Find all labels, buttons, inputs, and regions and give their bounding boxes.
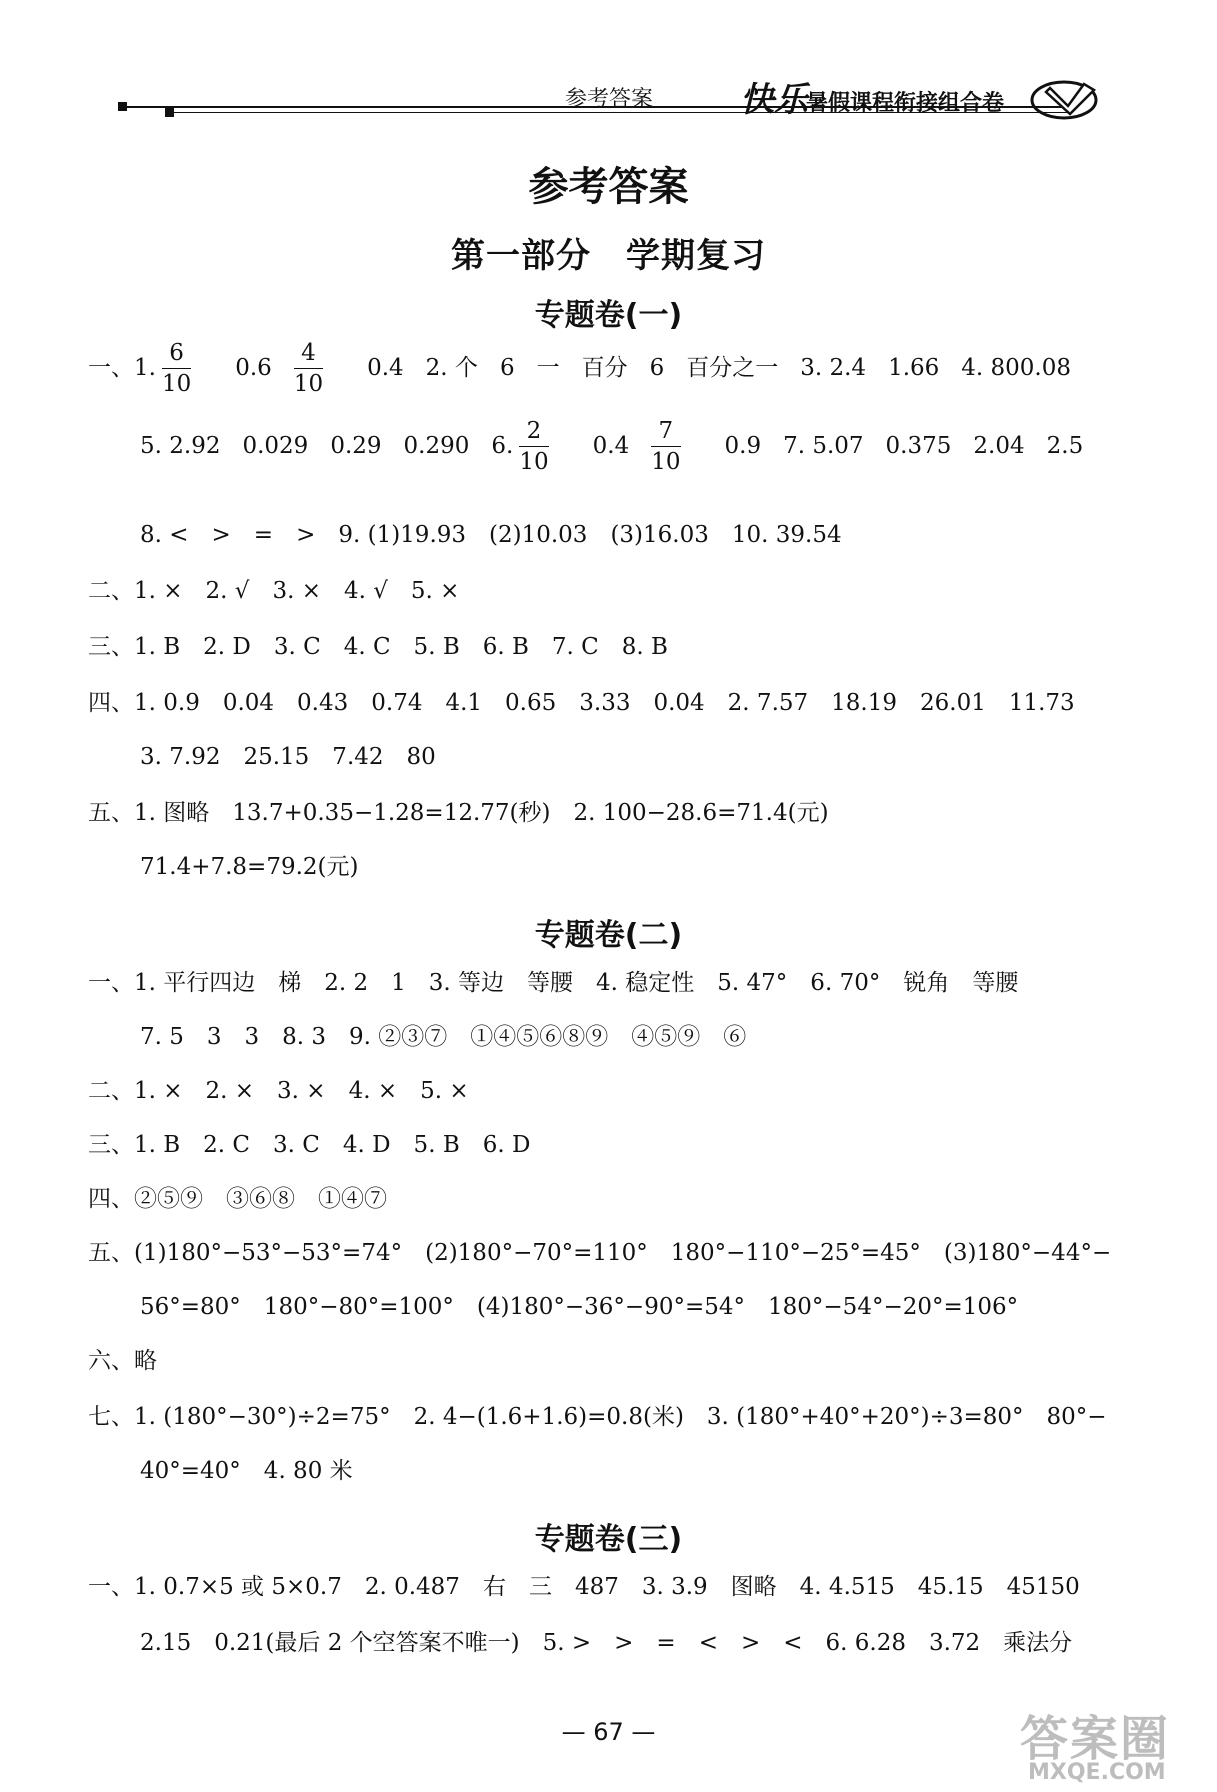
answer-line: 二、1. × 2. √ 3. × 4. √ 5. × [88,578,460,604]
fraction [651,418,702,475]
answer-line: 三、1. B 2. C 3. C 4. D 5. B 6. D [88,1132,531,1158]
answer-line: 一、1. 平行四边 梯 2. 2 1 3. 等边 等腰 4. 稳定性 5. 47° 6. 70° 锐角 等腰 [88,970,1019,996]
answer-line: 8. < > = > 9. (1)19.93 (2)10.03 (3)16.03 10. 39.54 [140,522,842,548]
answer-line: 7. 5 3 3 8. 3 9. ②③⑦ ①④⑤⑥⑧⑨ ④⑤⑨ ⑥ [140,1024,747,1050]
answer-line: 40°=40° 4. 80 米 [140,1458,353,1484]
answer-line: 71.4+7.8=79.2(元) [140,854,359,880]
fraction-denominator: 10 [651,449,681,475]
fraction [519,418,570,475]
fraction [162,340,213,397]
answer-line: 二、1. × 2. × 3. × 4. × 5. × [88,1078,469,1104]
section-title-1: 专题卷(一) [534,298,683,333]
answer-line: 56°=80° 180°−80°=100° (4)180°−36°−90°=54° 180°−54°−20°=106° [140,1294,1019,1320]
answer-item: 0.4 [367,354,404,381]
part-title: 第一部分 学期复习 [451,236,766,276]
header-brand: 快乐 [740,80,808,120]
answer-item: 2.5 [1046,432,1084,459]
fraction-denominator: 10 [519,449,549,475]
fraction-denominator: 10 [293,371,324,397]
answer-item: 百分之一 [686,354,779,381]
page-title: 参考答案 [528,164,689,210]
watermark [1020,1700,1200,1790]
answer-line: 3. 7.92 25.15 7.42 80 [140,744,436,770]
answer-item: 6 [499,354,515,381]
answer-item: 0.375 [885,432,952,459]
section-title-3: 专题卷(三) [534,1522,683,1557]
running-header [0,70,1217,140]
header-tag: 参考答案 [565,87,654,112]
fraction-numerator: 6 [162,340,191,369]
answer-line: 四、1. 0.9 0.04 0.43 0.74 4.1 0.65 3.33 0.04 2. 7.57 18.19 26.01 11.73 [88,690,1075,716]
section-title-2: 专题卷(二) [534,918,683,953]
answer-item: 0.29 [330,432,382,459]
answer-line: 三、1. B 2. D 3. C 4. C 5. B 6. B 7. C 8. B [88,634,668,660]
answer-item: 0.029 [242,432,309,459]
answer-item: 0.9 [724,432,762,459]
answer-line: 七、1. (180°−30°)÷2=75° 2. 4−(1.6+1.6)=0.8(米) 3. (180°+40°+20°)÷3=80° 80°− [88,1404,1107,1430]
answer-item: 1.66 [888,354,940,381]
answer-line: 2.15 0.21(最后 2 个空答案不唯一) 5. > > = < > < 6. 6.28 3.72 乘法分 [140,1630,1073,1656]
answer-item: 0.4 [592,432,630,459]
fraction-denominator: 10 [161,371,192,397]
answer-item: 0.290 [403,432,470,459]
answer-item: 0.6 [235,354,272,381]
fraction-numerator: 4 [294,340,323,369]
fraction-numerator: 7 [651,418,680,447]
header-series-title: 暑假课程衔接组合卷 [806,91,1005,116]
answer-line: 四、②⑤⑨ ③⑥⑧ ①④⑦ [88,1186,387,1212]
answer-item: 6 [649,354,665,381]
answer-line [140,418,1105,475]
answer-line: 五、1. 图略 13.7+0.35−1.28=12.77(秒) 2. 100−28.6=71.4(元) [88,800,829,826]
answer-item: 6. [491,432,514,459]
watermark-url: MXQE.COM [1028,1760,1166,1785]
answer-line: 五、(1)180°−53°−53°=74° (2)180°−70°=110° 180°−110°−25°=45° (3)180°−44°− [88,1240,1112,1266]
answer-line: 一、1. 0.7×5 或 5×0.7 2. 0.487 右 三 487 3. 3.9 图略 4. 4.515 45.15 45150 [88,1574,1080,1600]
page-number: — 67 — [561,1718,656,1746]
answer-item: 5. 2.92 [140,432,221,459]
book-logo-icon [1028,76,1104,122]
answer-item: 2.04 [973,432,1025,459]
answer-line [88,340,1093,397]
answer-item: 一、1. [88,354,156,381]
answer-item: 4. 800.08 [961,354,1072,381]
watermark-text: 答案圈 [1020,1711,1171,1767]
fraction-numerator: 2 [519,418,548,447]
answer-item: 百分 [581,354,628,381]
answer-item: 2. 个 [425,354,478,381]
answer-item: 7. 5.07 [783,432,864,459]
answer-item: 一 [536,354,560,381]
answer-item: 3. 2.4 [800,354,867,381]
fraction [294,340,345,397]
answer-line: 六、略 [88,1348,157,1374]
